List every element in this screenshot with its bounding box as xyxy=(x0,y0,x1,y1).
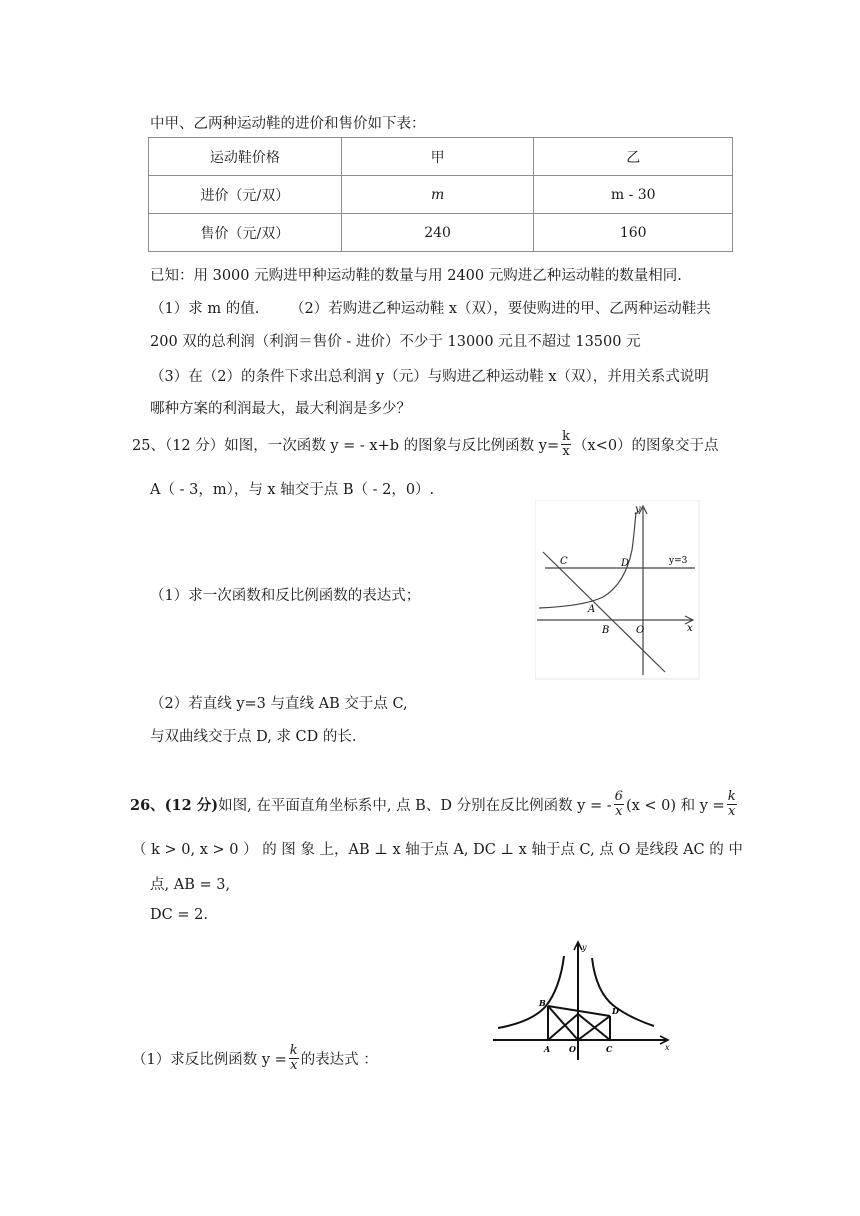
q26-part1-post: 的表达式 ： xyxy=(300,1051,378,1068)
origin-label: O xyxy=(636,625,645,636)
q24-part2-line2: 200 双的总利润（利润＝售价 - 进价）不少于 13000 元且不超过 13500 元 xyxy=(150,334,641,350)
intro-text: 中甲、乙两种运动鞋的进价和售价如下表： xyxy=(150,116,426,132)
table-row xyxy=(149,176,733,214)
q26-line3: 点, AB = 3, xyxy=(150,877,231,893)
q25-head-tail: （x<0）的图象交于点 xyxy=(573,437,719,454)
point-label-c: C xyxy=(560,556,568,567)
point-label-b: B xyxy=(539,998,546,1008)
left-hyperbola-curve xyxy=(498,956,564,1028)
point-label-b: B xyxy=(602,625,610,636)
q26-heading xyxy=(130,790,739,818)
y-axis-label: y xyxy=(582,943,587,952)
q26-fraction-2 xyxy=(727,790,737,818)
fraction-denominator: x xyxy=(290,1057,298,1073)
table-cell: 售价（元/双） xyxy=(149,214,342,252)
q25-part2-line1: （2）若直线 y=3 与直线 AB 交于点 C, xyxy=(150,696,408,712)
q26-part1 xyxy=(132,1044,378,1072)
q24-part2-line1: （2）若购进乙种运动鞋 x（双），要使购进的甲、乙两种运动鞋共 xyxy=(290,301,711,317)
q26-graph-figure xyxy=(490,938,675,1063)
line-label-y3: y=3 xyxy=(669,556,688,566)
q24-part3-line1: （3）在（2）的条件下求出总利润 y（元）与购进乙种运动鞋 x（双），并用关系式说明 xyxy=(150,369,709,385)
table-header-cell: 乙 xyxy=(534,138,733,176)
q25-heading xyxy=(132,430,719,458)
fraction-numerator: k xyxy=(727,789,736,804)
x-axis-label: x xyxy=(687,623,693,634)
q24-part3-line2: 哪种方案的利润最大，最大利润是多少？ xyxy=(150,401,411,417)
price-table xyxy=(148,137,733,252)
table-cell: 240 xyxy=(341,214,534,252)
q26-part1-fraction xyxy=(289,1044,299,1072)
point-label-a: A xyxy=(588,604,596,615)
right-hyperbola-curve xyxy=(592,958,654,1026)
table-header-cell: 运动鞋价格 xyxy=(149,138,342,176)
table-header-cell: 甲 xyxy=(341,138,534,176)
point-label-d: D xyxy=(612,1006,619,1016)
figure-frame xyxy=(535,500,699,679)
q26-line2: （ k > 0, x > 0 ） 的 图 象 上，AB ⊥ x 轴于点 A, DC ⊥ x 轴于点 C, 点 O 是线段 AC 的 中 xyxy=(132,842,743,858)
y-axis-label: y xyxy=(635,504,641,515)
q26-part1-pre: （1）求反比例函数 y = xyxy=(132,1051,287,1068)
x-axis-label: x xyxy=(665,1043,670,1052)
q26-fraction-1 xyxy=(614,790,624,818)
q26-condition: (x < 0) 和 y = xyxy=(625,797,725,814)
q26-head-text: 如图, 在平面直角坐标系中, 点 B、D 分别在反比例函数 y = - xyxy=(218,797,612,814)
fraction-numerator: k xyxy=(562,429,570,444)
fraction-numerator: k xyxy=(289,1043,298,1058)
q25-part1: （1）求一次函数和反比例函数的表达式； xyxy=(150,588,421,604)
table-cell: m - 30 xyxy=(534,176,733,214)
fraction-denominator: x xyxy=(615,803,623,819)
point-label-c: C xyxy=(606,1044,613,1054)
q25-fraction xyxy=(561,430,571,458)
q25-head-text: 25、（12 分）如图，一次函数 y = - x+b 的图象与反比例函数 y= xyxy=(132,437,560,454)
table-cell: 进价（元/双） xyxy=(149,176,342,214)
q26-line4: DC = 2. xyxy=(150,907,208,923)
q24-part1: （1）求 m 的值. xyxy=(150,301,260,317)
point-label-a: A xyxy=(544,1044,551,1054)
fraction-denominator: x xyxy=(727,803,736,819)
q26-number: 26、(12 分) xyxy=(130,796,219,814)
point-label-d: D xyxy=(621,558,630,569)
q25-graph-figure xyxy=(535,500,700,680)
table-row xyxy=(149,214,733,252)
q25-part2-line2: 与双曲线交于点 D, 求 CD 的长. xyxy=(150,729,357,745)
fraction-denominator: x xyxy=(562,443,570,459)
table-cell: 160 xyxy=(534,214,733,252)
q24-known: 已知：用 3000 元购进甲种运动鞋的数量与用 2400 元购进乙种运动鞋的数量相同. xyxy=(150,268,682,284)
origin-label: O xyxy=(569,1044,576,1054)
table-row xyxy=(149,138,733,176)
q25-line2: A（ - 3，m），与 x 轴交于点 B（ - 2，0）. xyxy=(150,482,435,498)
fraction-numerator: 6 xyxy=(614,789,623,804)
table-cell: m xyxy=(341,176,534,214)
